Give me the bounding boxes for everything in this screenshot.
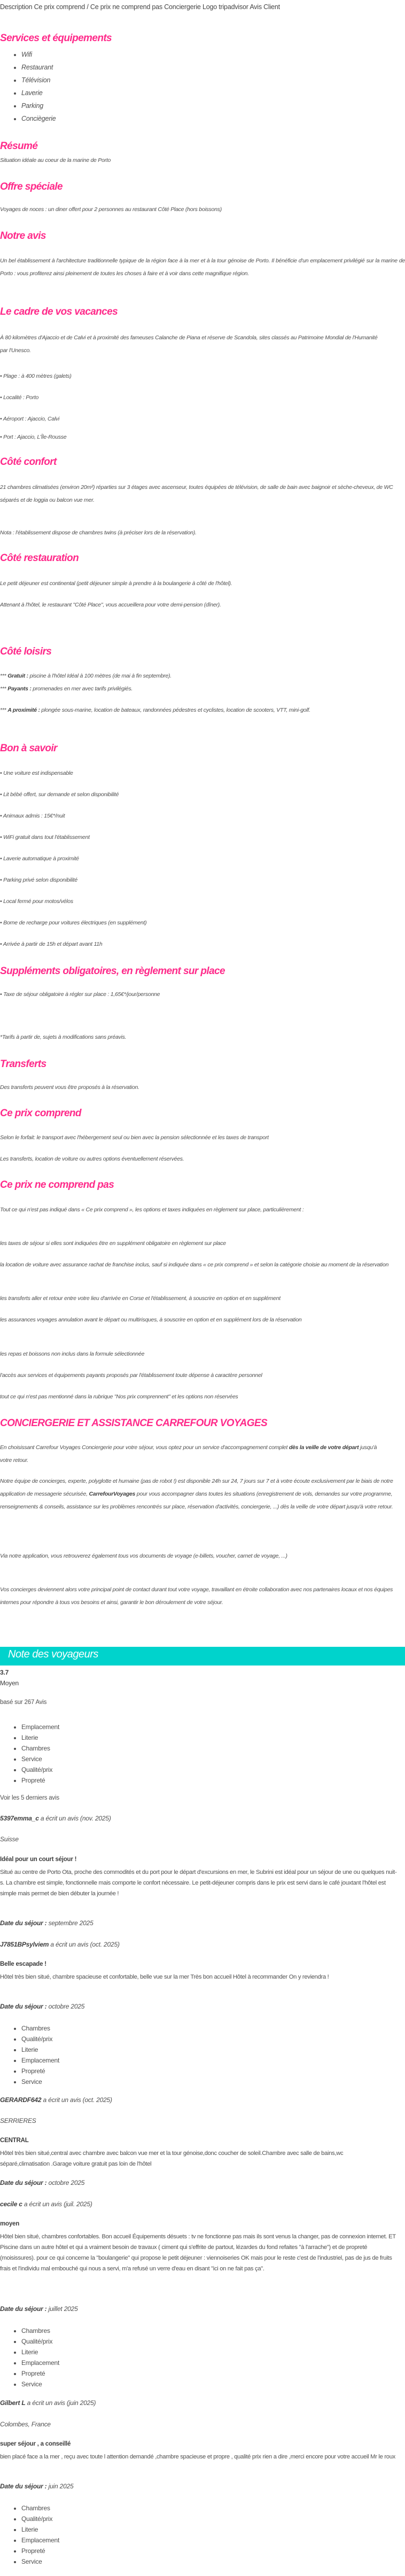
review-body: Hôtel bien situé, chambres confortables. Bon accueil Équipements désuets : tv ne fonctionne pas mais ils sont venus la changer, pas de connexion internet. ET Piscine dans un autre hôtel et qui a vraiment besoin de travaux ( ciment qui s'effrite de partout, lézardes du fond refaites "à l'arrache") et de propreté (moisissures). pour ce qui concerne la "boulangerie" qui propose le petit déjeuner : viennoiseries OK mais pour le reste c'est de l'industriel, pas de jus de fruits frais et l'individu mal embouché qui nous a servi, m'a refusé un verre d'eau en disant "ici on ne fait pas ça". xyxy=(0,2233,396,2272)
rating-based-on: basé sur 267 Avis xyxy=(0,1699,47,1706)
loisirs-line: *** Payants : promenades en mer avec tarifs privilégiés. xyxy=(0,686,133,692)
review-criteria xyxy=(0,2023,59,2087)
criterion: • Propreté xyxy=(21,2066,59,2076)
criterion: • Literie xyxy=(21,2524,59,2535)
criterion: • Service xyxy=(21,1754,59,1764)
supplements-bullet: • Taxe de séjour obligatoire à régler sur place : 1,65€*/jour/personne xyxy=(0,991,160,998)
review-criteria xyxy=(0,2325,59,2390)
services-title: Services et équipements xyxy=(0,33,112,44)
criterion: • Qualité/prix xyxy=(21,2513,59,2524)
conciergerie-p2: Notre équipe de concierges, experte, polyglotte et humaine (pas de robot !) est disponible 24h sur 24, 7 jours sur 7 et à votre écoute exclusivement par le biais de notre application de messagerie sécurisée, CarrefourVoyages pour vous accompagner dans toutes les situations (enregistrement de vols, demandes sur votre programme, renseignements & conseils, assistance sur les problèmes rencontrés sur place, réservation d'activités, conciergerie, ...) dès la veille de votre départ jusqu'à votre retour. xyxy=(0,1478,393,1510)
review-body: Situé au centre de Porto Ota, proche des commodités et du port pour le départ d'excursions en mer, le Subrini est idéal pour un séjour de une ou quelques nuit-s. La chambre est simple, fonctionnelle mais comporte le confort nécessaire. Le petit-déjeuner compris dans le prix est servi dans le café jouxtant l'hôtel est simple mais permet de bien débuter la journée ! xyxy=(0,1869,397,1897)
bon-bullet: • Laverie automatique à proximité xyxy=(0,855,79,862)
avis-title: Notre avis xyxy=(0,230,46,242)
supplements-note: *Tarifs à partir de, sujets à modifications sans préavis. xyxy=(0,1034,127,1040)
loisirs-line: *** A proximité : plongée sous-marine, location de bateaux, randonnées pédestres et cyclistes, location de scooters, VTT, mini-golf. xyxy=(0,707,310,713)
transferts-text: Des transferts peuvent vous être proposés à la réservation. xyxy=(0,1084,139,1091)
review-author-line: Gilbert L a écrit un avis (juin 2025) xyxy=(0,2399,96,2407)
restauration-p2: Attenant à l'hôtel, le restaurant "Côté Place", vous accueillera pour votre demi-pension (dîner). xyxy=(0,602,221,608)
confort-nota: Nota : l'établissement dispose de chambres twins (à préciser lors de la réservation). xyxy=(0,530,197,536)
nav-tripadvisor-logo[interactable]: Logo tripadvisor xyxy=(202,3,248,11)
criterion: • Emplacement xyxy=(21,2357,59,2368)
criterion: • Emplacement xyxy=(21,2535,59,2546)
resume-text: Situation idéale au coeur de la marine de Porto xyxy=(0,157,111,164)
service-item: • Wifi xyxy=(21,48,56,61)
cadre-bullet: • Port : Ajaccio, L'Île-Rousse xyxy=(0,434,67,440)
service-item: • Parking xyxy=(21,99,56,112)
ne-comprend-item: les transferts aller et retour entre votre lieu d'arrivée en Corse et l'établissement, à souscrire en option et en supplément xyxy=(0,1295,281,1302)
cadre-bullet: • Localité : Porto xyxy=(0,394,39,401)
cadre-intro: À 80 kilomètres d'Ajaccio et de Calvi et à proximité des fameuses Calanche de Piana et réserve de Scandola, sites classés au Patrimoine Mondial de l'Humanité par l'Unesco. xyxy=(0,334,378,354)
criterion: • Qualité/prix xyxy=(21,2034,59,2044)
criterion: • Propreté xyxy=(21,2368,59,2379)
criterion: • Service xyxy=(21,2556,59,2567)
review-date: Date du séjour : septembre 2025 xyxy=(0,1919,94,1927)
criterion: • Qualité/prix xyxy=(21,1764,59,1775)
criterion: • Chambres xyxy=(21,2503,59,2513)
review-body: Hôtel très bien situé,central avec chambre avec balcon vue mer et la tour génoise,donc coucher de soleil.Chambre avec salle de bains,wc séparé,climatisation .Garage voiture gratuit pas loin de l'hôtel xyxy=(0,2150,344,2167)
anchor-nav xyxy=(0,3,405,11)
comprend-title: Ce prix comprend xyxy=(0,1108,81,1119)
restauration-p1: Le petit déjeuner est continental (petit déjeuner simple à prendre à la boulangerie à côté de l'hôtel). xyxy=(0,580,232,587)
review-date: Date du séjour : juin 2025 xyxy=(0,2482,74,2490)
offre-title: Offre spéciale xyxy=(0,181,63,192)
service-item: • Conciègerie xyxy=(21,112,56,125)
confort-text: 21 chambres climatisées (environ 20m²) réparties sur 3 étages avec ascenseur, toutes équipées de télévision, de salle de bain avec baignoir et sèche-cheveux, de WC séparés et de loggia ou balcon vue mer. xyxy=(0,484,393,503)
service-item: • Télévision xyxy=(21,74,56,87)
conciergerie-p1: En choisissant Carrefour Voyages Conciergerie pour votre séjour, vous optez pour un service d'accompagnement complet dès la veille de votre départ jusqu'à votre retour. xyxy=(0,1444,377,1464)
criterion: • Chambres xyxy=(21,1743,59,1754)
supplements-title: Suppléments obligatoires, en règlement sur place xyxy=(0,966,225,977)
bon-bullet: • WiFi gratuit dans tout l'établissement xyxy=(0,834,90,840)
bon-bullet: • Animaux admis : 15€*/nuit xyxy=(0,813,65,819)
review-title: CENTRAL xyxy=(0,2137,29,2144)
review-author-line: 5397emma_c a écrit un avis (nov. 2025) xyxy=(0,1815,111,1822)
confort-title: Côté confort xyxy=(0,456,57,468)
comprend-p2: Les transferts, location de voiture ou autres options éventuellement réservées. xyxy=(0,1156,184,1162)
ne-comprend-item: Tout ce qui n'est pas indiqué dans « Ce prix comprend », les options et taxes indiquées en règlement sur place, particulièrement : xyxy=(0,1207,304,1213)
rating-label: Moyen xyxy=(0,1679,19,1687)
voyageurs-banner-title: Note des voyageurs xyxy=(8,1648,98,1660)
review-criteria xyxy=(0,2503,59,2567)
review-author-line: GERARDF642 a écrit un avis (oct. 2025) xyxy=(0,2096,112,2104)
bon-bullet: • Lit bébé offert, sur demande et selon disponibilité xyxy=(0,791,119,798)
bon-bullet: • Borne de recharge pour voitures électriques (en supplément) xyxy=(0,920,147,926)
criterion: • Chambres xyxy=(21,2023,59,2034)
ne-comprend-item: la location de voiture avec assurance rachat de franchise inclus, sauf si indiquée dans « ce prix comprend » et selon la catégorie choisie au moment de la réservation xyxy=(0,1262,389,1268)
criterion: • Chambres xyxy=(21,2325,59,2336)
rating-criteria xyxy=(0,1722,59,1786)
cadre-bullet: • Plage : à 400 mètres (galets) xyxy=(0,373,72,379)
conciergerie-p3: Via notre application, vous retrouverez également tous vos documents de voyage (e-billets, voucher, carnet de voyage, ...) xyxy=(0,1553,287,1559)
review-title: super séjour , a conseillé xyxy=(0,2441,71,2447)
criterion: • Emplacement xyxy=(21,1722,59,1732)
services-list xyxy=(0,48,56,125)
conciergerie-title: CONCIERGERIE ET ASSISTANCE CARREFOUR VOYAGES xyxy=(0,1418,268,1429)
review-title: Belle escapade ! xyxy=(0,1961,46,1967)
ne-comprend-item: les repas et boissons non inclus dans la formule sélectionnée xyxy=(0,1351,145,1357)
voyageurs-banner xyxy=(0,1647,405,1666)
ne-comprend-title: Ce prix ne comprend pas xyxy=(0,1179,114,1190)
avis-text: Un bel établissement à l'architecture traditionnelle typique de la région face à la mer et à la tour génoise de Porto. Il bénéficie d'un emplacement privilégié sur la marine de Porto : vous profiterez ainsi pleinement de toutes les choses à faire et à voir dans cette magnifique région. xyxy=(0,258,405,277)
criterion: • Literie xyxy=(21,2044,59,2055)
bon-bullet: • Parking privé selon disponibilité xyxy=(0,877,77,883)
review-author-line: J7851BPsylviem a écrit un avis (oct. 2025) xyxy=(0,1941,120,1948)
review-author-line: cecile c a écrit un avis (juil. 2025) xyxy=(0,2200,92,2208)
cadre-bullet: • Aéroport : Ajaccio, Calvi xyxy=(0,416,60,422)
criterion: • Propreté xyxy=(21,1775,59,1786)
criterion: • Propreté xyxy=(21,2546,59,2556)
review-location: Suisse xyxy=(0,1835,19,1843)
review-date: Date du séjour : juillet 2025 xyxy=(0,2305,78,2313)
ne-comprend-item: les taxes de séjour si elles sont indiquées être en supplément obligatoire en règlement sur place xyxy=(0,1240,226,1247)
bon-bullet: • Une voiture est indispensable xyxy=(0,770,73,776)
bon-bullet: • Arrivée à partir de 15h et départ avant 11h xyxy=(0,941,103,947)
see-last-reviews-link[interactable]: Voir les 5 derniers avis xyxy=(0,1795,59,1801)
service-item: • Laverie xyxy=(21,87,56,99)
review-title: moyen xyxy=(0,2221,20,2227)
review-title: Idéal pour un court séjour ! xyxy=(0,1856,77,1863)
ne-comprend-item: les assurances voyages annulation avant le départ ou multirisques, à souscrire en option et en supplément lors de la réservation xyxy=(0,1317,302,1323)
ne-comprend-item: l'accès aux services et équipements payants proposés par l'établissement toute dépense à caractère personnel xyxy=(0,1372,262,1379)
ne-comprend-item: tout ce qui n'est pas mentionné dans la rubrique "Nos prix comprennent" et les options non réservées xyxy=(0,1394,238,1400)
loisirs-title: Côté loisirs xyxy=(0,646,52,657)
review-body: Hôtel très bien situé, chambre spacieuse et confortable, belle vue sur la mer Très bon accueil Hôtel à recommander On y reviendra ! xyxy=(0,1974,329,1980)
nav-conciergerie[interactable]: Conciergerie xyxy=(164,3,201,11)
service-item: • Restaurant xyxy=(21,61,56,74)
offre-text: Voyages de noces : un diner offert pour 2 personnes au restaurant Côté Place (hors boissons) xyxy=(0,206,222,213)
review-body: bien placé face a la mer , reçu avec toute l attention demandé ,chambre spacieuse et propre , qualité prix rien a dire ,merci encore pour votre accueil Mr le roux xyxy=(0,2454,395,2460)
resume-title: Résumé xyxy=(0,141,38,152)
cadre-title: Le cadre de vos vacances xyxy=(0,306,118,317)
criterion: • Literie xyxy=(21,2347,59,2357)
review-location: SERRIERES xyxy=(0,2117,36,2124)
loisirs-line: *** Gratuit : piscine à l'hôtel Idéal à 100 mètres (de mai à fin septembre). xyxy=(0,673,172,679)
review-location: Colombes, France xyxy=(0,2421,51,2428)
nav-avis-client[interactable]: Avis Client xyxy=(250,3,280,11)
criterion: • Literie xyxy=(21,1732,59,1743)
rating-score: 3.7 xyxy=(0,1669,9,1676)
restauration-title: Côté restauration xyxy=(0,552,79,564)
criterion: • Emplacement xyxy=(21,2055,59,2066)
criterion: • Service xyxy=(21,2076,59,2087)
criterion: • Qualité/prix xyxy=(21,2336,59,2347)
transferts-title: Transferts xyxy=(0,1059,46,1070)
nav-description[interactable]: Description xyxy=(0,3,33,11)
bon-bullet: • Local fermé pour motos/vélos xyxy=(0,898,73,905)
nav-prix[interactable]: Ce prix comprend / Ce prix ne comprend pas xyxy=(34,3,162,11)
comprend-p1: Selon le forfait: le transport avec l'hébergement seul ou bien avec la pension sélectionnée et les taxes de transport xyxy=(0,1134,269,1141)
bon-title: Bon à savoir xyxy=(0,743,57,754)
review-date: Date du séjour : octobre 2025 xyxy=(0,2003,85,2010)
conciergerie-p4: Vos concierges deviennent alors votre principal point de contact durant tout votre voyage, travaillant en étroite collaboration avec nos partenaires locaux et nos équipes internes pour répondre à tous vos besoins et ainsi, garantir le bon déroulement de votre séjour. xyxy=(0,1586,393,1606)
review-date: Date du séjour : octobre 2025 xyxy=(0,2179,85,2186)
criterion: • Service xyxy=(21,2379,59,2390)
